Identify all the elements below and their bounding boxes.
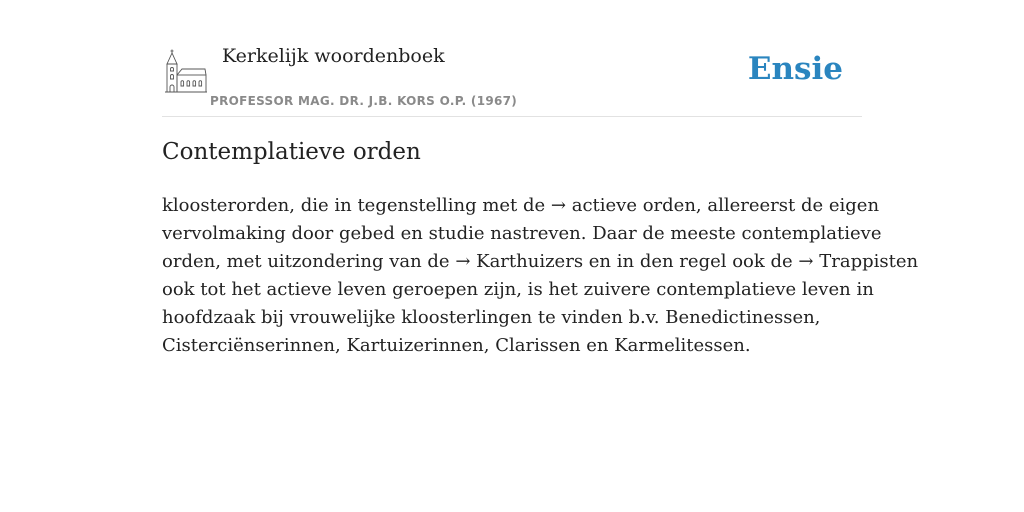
entry-line: orden, met uitzondering van de → Karthuizers en in den regel ook de → Trappisten <box>162 251 919 272</box>
entry-title: Contemplatieve orden <box>162 139 421 165</box>
dictionary-title: Kerkelijk woordenboek <box>222 45 445 67</box>
xref-karthuizers[interactable]: → Karthuizers <box>455 251 584 272</box>
entry-line: Cisterciënserinnen, Kartuizerinnen, Clarissen en Karmelitessen. <box>162 335 751 356</box>
dictionary-author: PROFESSOR MAG. DR. J.B. KORS O.P. (1967) <box>210 94 518 108</box>
church-icon <box>165 49 207 95</box>
xref-trappisten[interactable]: → Trappisten <box>798 251 919 272</box>
entry-line: ook tot het actieve leven geroepen zijn, is het zuivere contemplatieve leven in <box>162 279 874 300</box>
brand-logo-link[interactable]: Ensie <box>747 51 843 87</box>
header <box>162 40 862 117</box>
entry-body <box>162 192 919 360</box>
entry-line: vervolmaking door gebed en studie nastreven. Daar de meeste contemplatieve <box>162 223 882 244</box>
entry-line: hoofdzaak bij vrouwelijke kloosterlingen te vinden b.v. Benedictinessen, <box>162 307 821 328</box>
entry-line: kloosterorden, die in tegenstelling met de → actieve orden, allereerst de eigen <box>162 195 880 216</box>
xref-actieve-orden[interactable]: → actieve orden <box>550 195 696 216</box>
